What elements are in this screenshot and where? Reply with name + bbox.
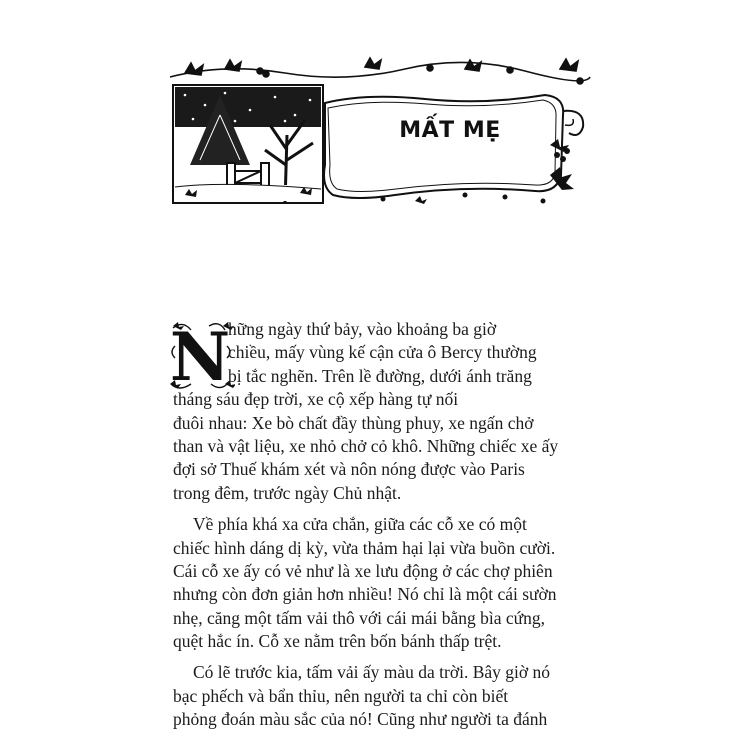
text-line: đuôi nhau: Xe bò chất đầy thùng phuy, xe ngấn chở xyxy=(173,412,534,433)
text-line: hững ngày thứ bảy, vào khoảng ba giờ xyxy=(228,319,497,339)
text-line: chiều, mấy vùng kế cận cửa ô Bercy thường xyxy=(228,342,537,363)
text-line: bạc phếch và bẩn thỉu, nên người ta chỉ còn biết xyxy=(173,685,509,706)
text-line: đợi sở Thuế khám xét và nôn nóng được vào Paris xyxy=(173,459,525,480)
text-line: bị tắc nghẽn. Trên lề đường, dưới ánh trăng xyxy=(228,365,532,386)
text-line: nhưng còn đơn giản hơn nhiều! Nó chỉ là một cái sườn xyxy=(173,584,557,605)
chapter-body xyxy=(173,318,595,732)
text-line: tháng sáu đẹp trời, xe cộ xếp hàng tự nối xyxy=(173,389,459,410)
holly-garland xyxy=(170,58,590,84)
paragraph xyxy=(173,661,595,731)
text-line: phỏng đoán màu sắc của nó! Cũng như người ta đánh xyxy=(173,709,548,730)
scroll-banner xyxy=(324,95,583,198)
paragraph xyxy=(173,513,595,653)
text-line: chiếc hình dáng dị kỳ, vừa thảm hại lại vừa buồn cười. xyxy=(173,537,556,558)
text-line: trong đêm, trước ngày Chủ nhật. xyxy=(173,482,402,503)
text-line: Có lẽ trước kia, tấm vải ấy màu da trời. Bây giờ nó xyxy=(193,662,551,683)
chapter-title: MẤT MẸ xyxy=(399,118,501,143)
dropcap-letter: N xyxy=(169,318,231,394)
text-line: Cái cỗ xe ấy có vẻ như là xe lưu động ở các chợ phiên xyxy=(173,560,553,581)
tree-scene xyxy=(173,85,323,203)
paragraph xyxy=(173,318,595,505)
text-line: nhẹ, căng một tấm vải thô với cái mái bằng bìa cứng, xyxy=(173,607,546,628)
text-line: than và vật liệu, xe nhỏ chở cỏ khô. Những chiếc xe ấy xyxy=(173,435,559,456)
text-line: Về phía khá xa cửa chắn, giữa các cỗ xe có một xyxy=(193,514,527,535)
text-line: quệt hắc ín. Cỗ xe nằm trên bốn bánh thấp trệt. xyxy=(173,631,502,652)
